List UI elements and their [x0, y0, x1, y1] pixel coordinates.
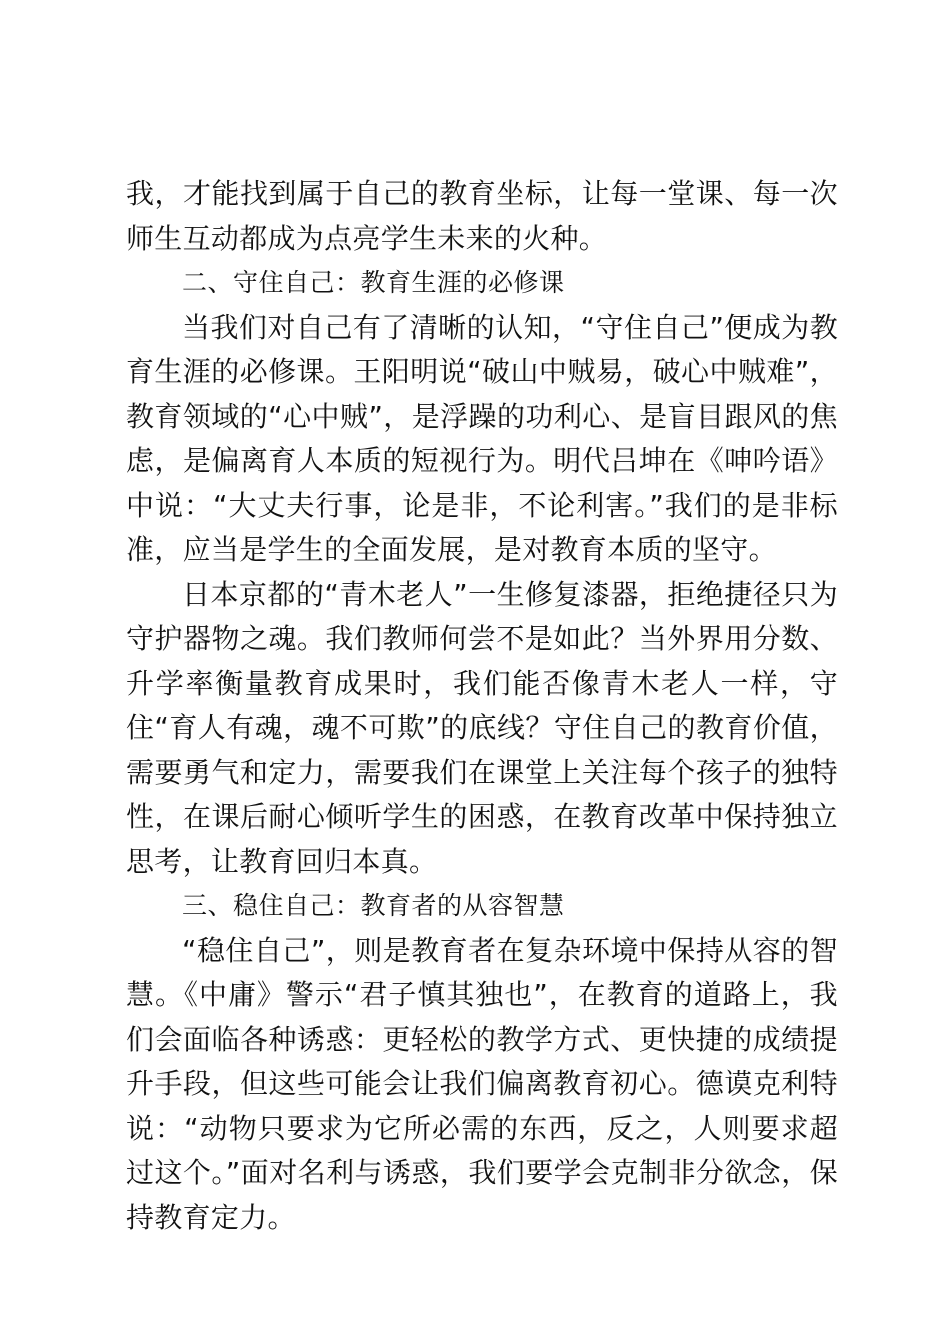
paragraph-continued: 我，才能找到属于自己的教育坐标，让每一堂课、每一次师生互动都成为点亮学生未来的火种。 [126, 177, 838, 255]
document-body [126, 172, 838, 1240]
paragraph-steady-yourself: “稳住自己”，则是教育者在复杂环境中保持从容的智慧。《中庸》警示“君子慎其独也”，在教育的道路上，我们会面临各种诱惑：更轻松的教学方式、更快捷的成绩提升手段，但这些可能会让我们偏离教育初心。德谟克利特说：“动物只要求为它所必需的东西，反之，人则要求超过这个。”面对名利与诱惑，我们要学会克制非分欲念，保持教育定力。 [126, 933, 838, 1234]
paragraph-keep-yourself: 当我们对自己有了清晰的认知，“守住自己”便成为教育生涯的必修课。王阳明说“破山中贼易，破心中贼难”，教育领域的“心中贼”，是浮躁的功利心、是盲目跟风的焦虑，是偏离育人本质的短视行为。明代吕坤在《呻吟语》中说：“大丈夫行事，论是非，不论利害。”我们的是非标准，应当是学生的全面发展，是对教育本质的坚守。 [126, 310, 838, 566]
section-heading-2: 二、守住自己：教育生涯的必修课 [182, 268, 565, 297]
section-heading-3: 三、稳住自己：教育者的从容智慧 [182, 891, 565, 920]
paragraph-aoki-elder: 日本京都的“青木老人”一生修复漆器，拒绝捷径只为守护器物之魂。我们教师何尝不是如此？当外界用分数、升学率衡量教育成果时，我们能否像青木老人一样，守住“育人有魂，魂不可欺”的底线？守住自己的教育价值，需要勇气和定力，需要我们在课堂上关注每个孩子的独特性，在课后耐心倾听学生的困惑，在教育改革中保持独立思考，让教育回归本真。 [126, 577, 838, 878]
